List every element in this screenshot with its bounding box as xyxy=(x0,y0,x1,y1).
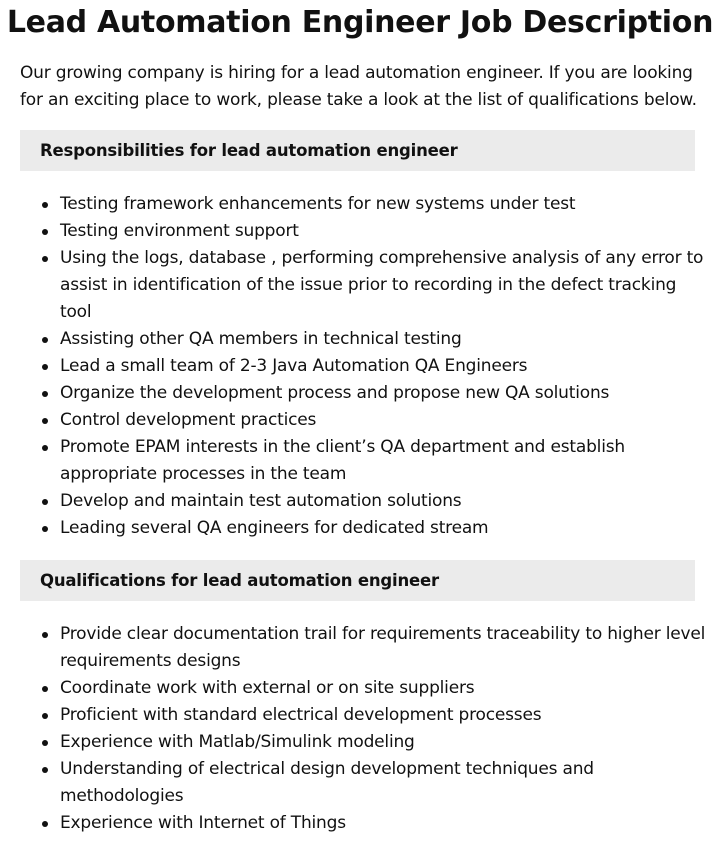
responsibilities-heading: Responsibilities for lead automation engineer xyxy=(20,130,695,171)
list-item: Testing environment support xyxy=(60,218,710,245)
list-item: Leading several QA engineers for dedicated stream xyxy=(60,515,710,542)
list-item: Develop and maintain test automation solutions xyxy=(60,488,710,515)
list-item: Provide clear documentation trail for requirements traceability to higher level requirements designs xyxy=(60,621,710,675)
responsibilities-section xyxy=(20,130,704,542)
list-item: Control development practices xyxy=(60,407,710,434)
list-item: Proficient with standard electrical development processes xyxy=(60,702,710,729)
list-item: Understanding of electrical design development techniques and methodologies xyxy=(60,756,710,810)
qualifications-list xyxy=(20,621,710,837)
list-item: Promote EPAM interests in the client’s QA department and establish appropriate processes in the team xyxy=(60,434,710,488)
intro-paragraph: Our growing company is hiring for a lead automation engineer. If you are looking for an exciting place to work, please take a look at the list of qualifications below. xyxy=(20,63,697,110)
list-item: Lead a small team of 2-3 Java Automation QA Engineers xyxy=(60,353,710,380)
responsibilities-list xyxy=(20,191,710,542)
list-item: Testing framework enhancements for new systems under test xyxy=(60,191,710,218)
list-item: Experience with Internet of Things xyxy=(60,810,710,837)
page-title: Lead Automation Engineer Job Description xyxy=(6,5,714,40)
list-item: Organize the development process and propose new QA solutions xyxy=(60,380,710,407)
qualifications-section xyxy=(20,560,706,837)
qualifications-heading: Qualifications for lead automation engineer xyxy=(20,560,695,601)
list-item: Using the logs, database , performing comprehensive analysis of any error to assist in identification of the issue prior to recording in the defect tracking tool xyxy=(60,245,710,326)
list-item: Coordinate work with external or on site suppliers xyxy=(60,675,710,702)
list-item: Assisting other QA members in technical testing xyxy=(60,326,710,353)
list-item: Experience with Matlab/Simulink modeling xyxy=(60,729,710,756)
